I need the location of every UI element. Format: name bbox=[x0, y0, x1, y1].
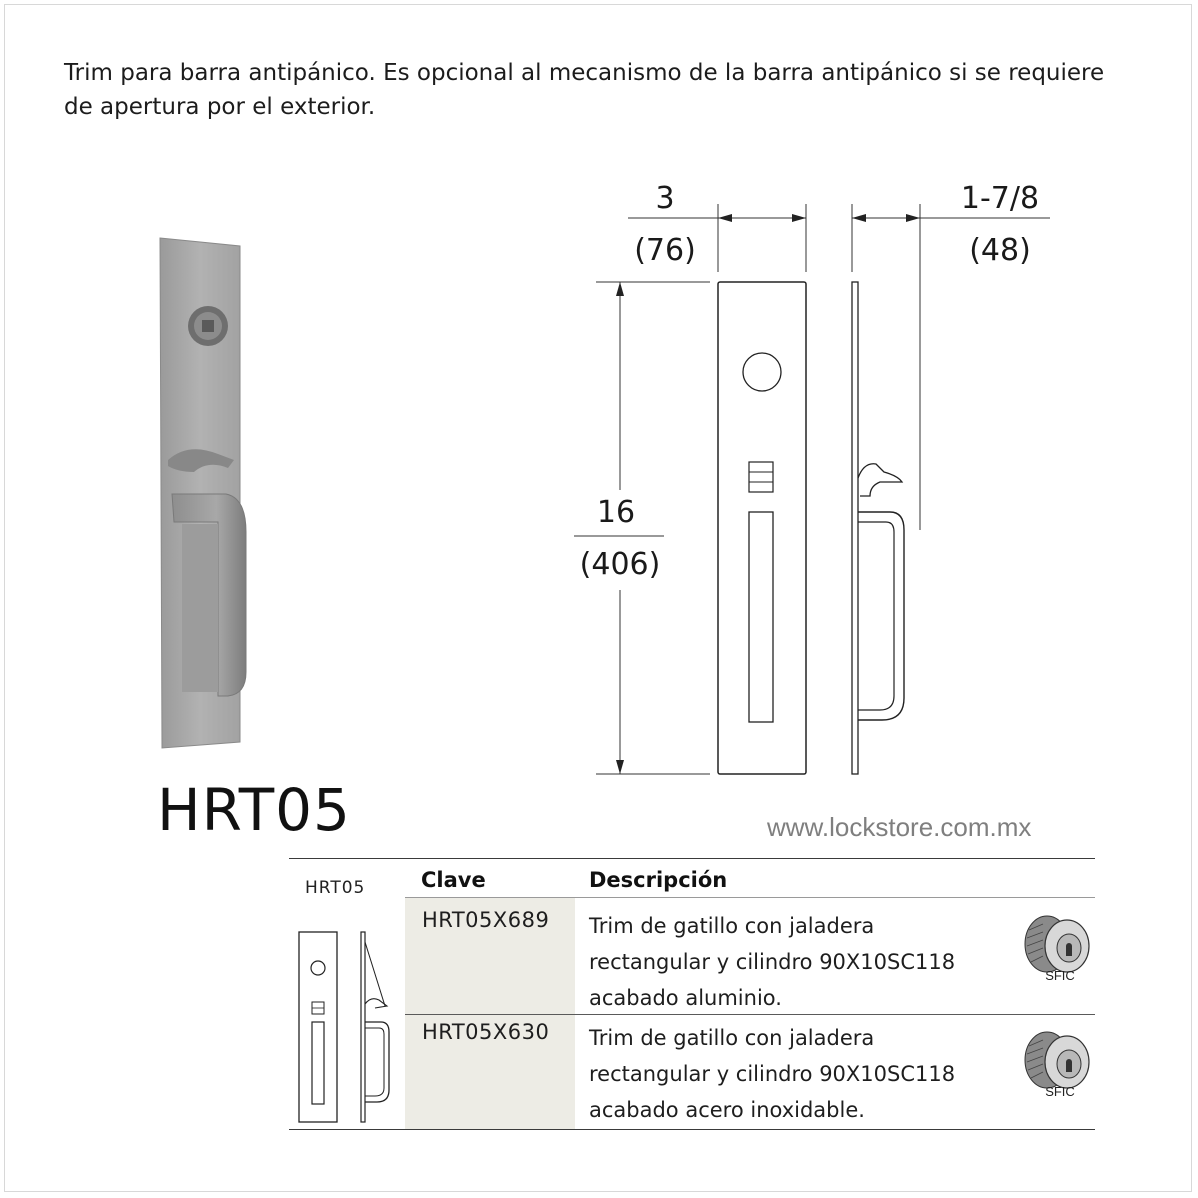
row-1-clave: HRT05X689 bbox=[422, 908, 550, 932]
thumbnail-drawing bbox=[295, 926, 405, 1126]
thumbnail-label: HRT05 bbox=[305, 878, 366, 898]
row-1-badge: SFIC bbox=[1045, 968, 1075, 983]
row-2-desc-line-2: rectangular y cilindro 90X10SC118 bbox=[589, 1062, 956, 1086]
table-top-rule bbox=[289, 858, 1095, 859]
row-2-desc-line-3: acabado acero inoxidable. bbox=[589, 1098, 865, 1122]
product-photo bbox=[148, 232, 258, 752]
header-descripcion: Descripción bbox=[589, 868, 728, 892]
table-header-rule bbox=[405, 897, 1095, 898]
intro-text: Trim para barra antipánico. Es opcional al mecanismo de la barra antipánico si se requiere de apertura por el exterior. bbox=[64, 60, 1105, 120]
width-inches: 3 bbox=[655, 181, 675, 216]
technical-drawing bbox=[560, 160, 1080, 790]
header-clave: Clave bbox=[421, 868, 486, 892]
row-2-badge: SFIC bbox=[1045, 1084, 1075, 1099]
row-2-description bbox=[589, 1020, 1009, 1128]
row-1-cylinder bbox=[1015, 910, 1105, 988]
table-bottom-rule bbox=[289, 1129, 1095, 1130]
model-title: HRT05 bbox=[157, 776, 351, 844]
row-1-desc-line-2: rectangular y cilindro 90X10SC118 bbox=[589, 950, 956, 974]
product-table bbox=[289, 858, 1095, 1130]
projection-mm: (48) bbox=[969, 233, 1031, 268]
row-1-desc-line-3: acabado aluminio. bbox=[589, 986, 782, 1010]
row-2-clave: HRT05X630 bbox=[422, 1020, 550, 1044]
row-2-desc-line-1: Trim de gatillo con jaladera bbox=[589, 1026, 875, 1050]
height-inches: 16 bbox=[596, 495, 636, 530]
website-url[interactable]: www.lockstore.com.mx bbox=[767, 812, 1032, 842]
width-mm: (76) bbox=[634, 233, 696, 268]
row-1-description bbox=[589, 908, 1009, 1016]
row-2-cylinder bbox=[1015, 1026, 1105, 1104]
projection-inches: 1-7/8 bbox=[960, 181, 1040, 216]
row-1-desc-line-1: Trim de gatillo con jaladera bbox=[589, 914, 875, 938]
height-mm: (406) bbox=[579, 547, 661, 582]
